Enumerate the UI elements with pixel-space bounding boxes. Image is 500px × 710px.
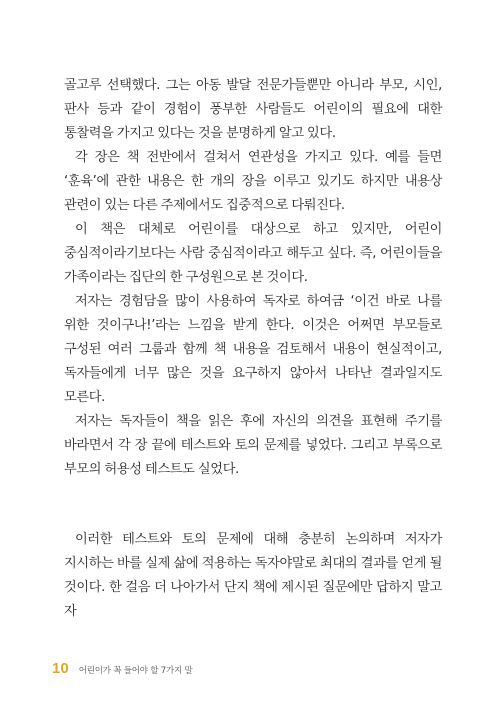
page-footer xyxy=(52,660,193,677)
paragraph-6: 이러한 테스트와 토의 문제에 대해 충분히 논의하며 저자가 지시하는 바를 실제 삶에 적용하는 독자야말로 최대의 결과를 얻게 될 것이다. 한 걸음 더 나아가서 단지 책에 제시된 질문에만 답하지 말고 자 xyxy=(64,532,442,619)
running-title: 어린이가 꼭 들어야 할 7가지 말 xyxy=(78,666,193,676)
paragraph-5: 저자는 독자들이 책을 읽은 후에 자신의 의견을 표현해 주기를 바라면서 각 장 끝에 테스트와 토의 문제를 넣었다. 그리고 부록으로 부모의 허용성 테스트도 실었다. xyxy=(64,414,442,477)
paragraph-1: 골고루 선택했다. 그는 아동 발달 전문가들뿐만 아니라 부모, 시인, 판사 등과 같이 경험이 풍부한 사람들도 어린이의 필요에 대한 통찰력을 가지고 있다는 것을 분명하게 알고 있다. xyxy=(64,78,442,141)
page-number: 10 xyxy=(52,660,69,677)
paragraph-3: 이 책은 대체로 어린이를 대상으로 하고 있지만, 어린이 중심적이라기보다는 사람 중심적이라고 해두고 싶다. 즉, 어린이들을 가족이라는 집단의 한 구성원으로 본 것이다. xyxy=(64,222,442,285)
paragraph-2: 각 장은 책 전반에서 걸쳐서 연관성을 가지고 있다. 예를 들면 ‘훈육’에 관한 내용은 한 개의 장을 이루고 있기도 하지만 내용상 관련이 있는 다른 주제에서도 집중적으로 다뤄진다. xyxy=(64,150,442,213)
paragraph-4: 저자는 경험담을 많이 사용하여 독자로 하여금 ‘이건 바로 나를 위한 것이구나!’라는 느낌을 받게 한다. 이것은 어쩌면 부모들로 구성된 여러 그룹과 함께 책 내용을 검토해서 내용이 현실적이고, 독자들에게 너무 많은 것을 요구하지 않아서 나타난 결과일지도 모른다. xyxy=(64,294,442,405)
body-text xyxy=(64,74,442,624)
section-gap xyxy=(64,482,442,528)
